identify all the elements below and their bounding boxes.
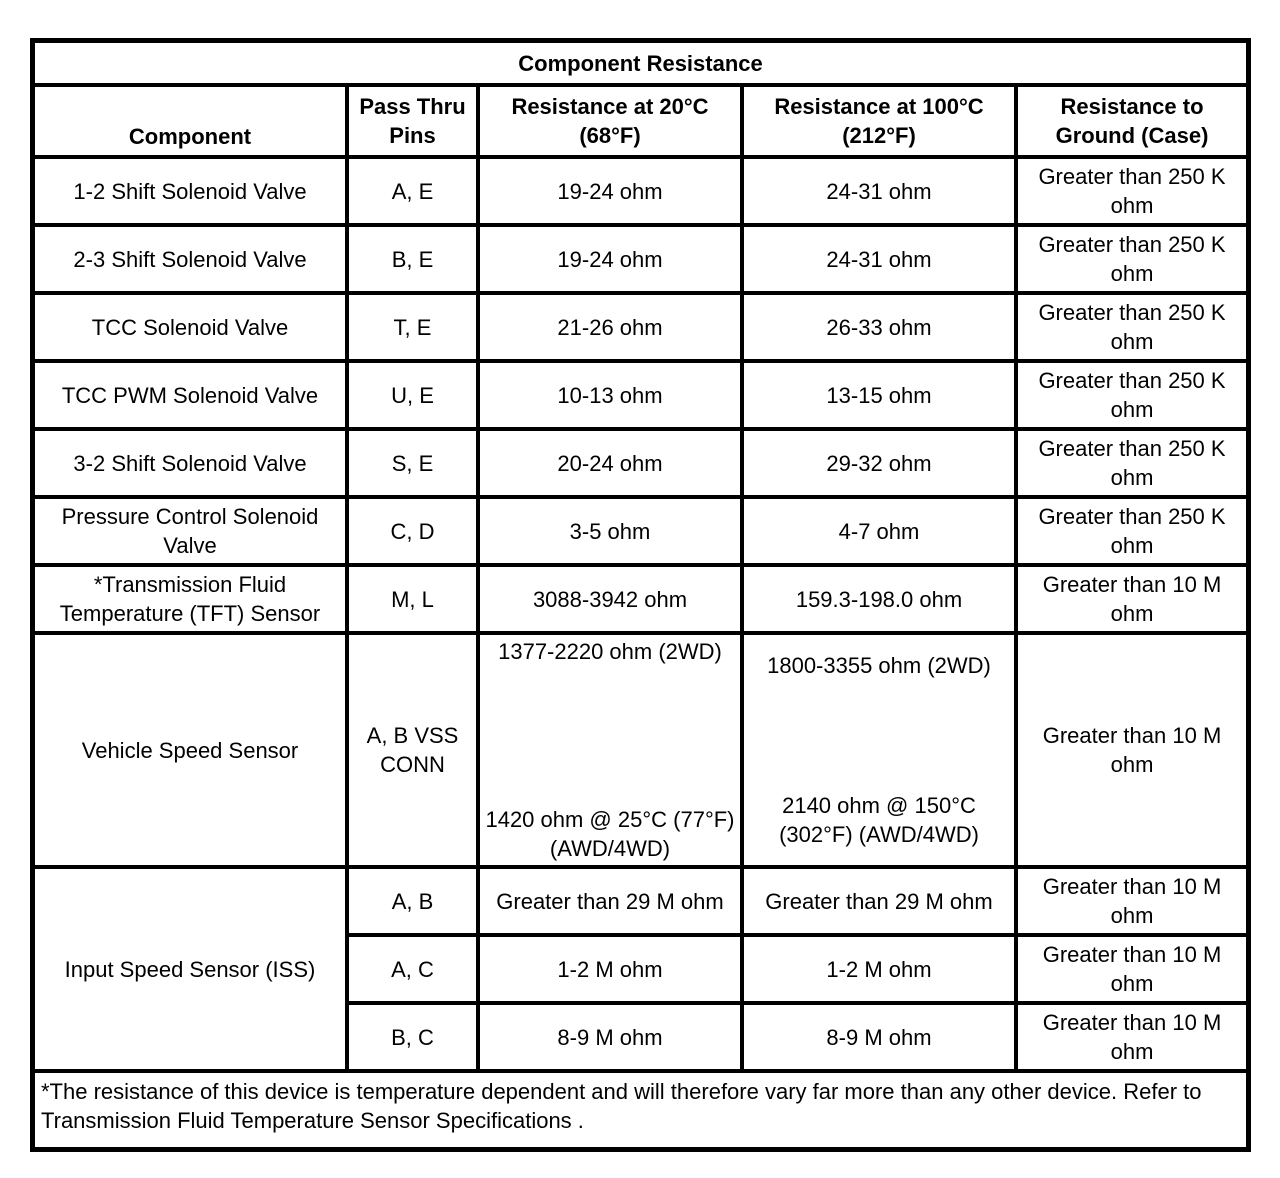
- header-r100: Resistance at 100°C (212°F): [742, 85, 1016, 157]
- cell-r20: 19-24 ohm: [478, 225, 742, 293]
- cell-component: 2-3 Shift Solenoid Valve: [33, 225, 347, 293]
- cell-component: TCC PWM Solenoid Valve: [33, 361, 347, 429]
- table-row: [33, 293, 1248, 361]
- iss-pins: A, C: [347, 935, 478, 1003]
- iss-pins: A, B: [347, 867, 478, 935]
- vss-r20-cell: [478, 633, 742, 867]
- vss-r100-2wd: 1800-3355 ohm (2WD): [767, 653, 991, 678]
- cell-ground: Greater than 250 K ohm: [1016, 225, 1248, 293]
- iss-r100: Greater than 29 M ohm: [742, 867, 1016, 935]
- iss-ground: Greater than 10 M ohm: [1016, 867, 1248, 935]
- table-row: [33, 429, 1248, 497]
- cell-r20: 20-24 ohm: [478, 429, 742, 497]
- cell-component: Pressure Control Solenoid Valve: [33, 497, 347, 565]
- iss-r20: 8-9 M ohm: [478, 1003, 742, 1071]
- cell-r20: 3-5 ohm: [478, 497, 742, 565]
- vss-ground: Greater than 10 M ohm: [1016, 633, 1248, 867]
- cell-component: TCC Solenoid Valve: [33, 293, 347, 361]
- footnote: *The resistance of this device is temperature dependent and will therefore vary far more than any other device. Refer to Transmission Fluid Temperature Sensor Specifications .: [33, 1071, 1248, 1149]
- cell-pins: B, E: [347, 225, 478, 293]
- cell-pins: M, L: [347, 565, 478, 633]
- cell-r100: 24-31 ohm: [742, 157, 1016, 225]
- cell-ground: Greater than 10 M ohm: [1016, 565, 1248, 633]
- cell-r20: 19-24 ohm: [478, 157, 742, 225]
- cell-ground: Greater than 250 K ohm: [1016, 361, 1248, 429]
- cell-ground: Greater than 250 K ohm: [1016, 497, 1248, 565]
- cell-pins: T, E: [347, 293, 478, 361]
- header-component: Component: [33, 85, 347, 157]
- table-row: [33, 157, 1248, 225]
- header-r20: Resistance at 20°C (68°F): [478, 85, 742, 157]
- cell-r20: 3088-3942 ohm: [478, 565, 742, 633]
- cell-r100: 159.3-198.0 ohm: [742, 565, 1016, 633]
- vss-r20-awd: 1420 ohm @ 25°C (77°F) (AWD/4WD): [485, 807, 735, 861]
- cell-r100: 26-33 ohm: [742, 293, 1016, 361]
- iss-r100: 1-2 M ohm: [742, 935, 1016, 1003]
- vss-r100-cell: [742, 633, 1016, 867]
- cell-r20: 21-26 ohm: [478, 293, 742, 361]
- cell-ground: Greater than 250 K ohm: [1016, 429, 1248, 497]
- cell-r100: 24-31 ohm: [742, 225, 1016, 293]
- cell-pins: A, E: [347, 157, 478, 225]
- vss-r20-2wd: 1377-2220 ohm (2WD): [498, 639, 722, 664]
- cell-r100: 29-32 ohm: [742, 429, 1016, 497]
- cell-pins: C, D: [347, 497, 478, 565]
- iss-row: [33, 867, 1248, 935]
- iss-ground: Greater than 10 M ohm: [1016, 1003, 1248, 1071]
- iss-r20: 1-2 M ohm: [478, 935, 742, 1003]
- iss-component: Input Speed Sensor (ISS): [33, 867, 347, 1071]
- cell-r20: 10-13 ohm: [478, 361, 742, 429]
- cell-r100: 13-15 ohm: [742, 361, 1016, 429]
- cell-ground: Greater than 250 K ohm: [1016, 293, 1248, 361]
- table-title: Component Resistance: [33, 41, 1248, 85]
- iss-ground: Greater than 10 M ohm: [1016, 935, 1248, 1003]
- vss-r100-awd: 2140 ohm @ 150°C (302°F) (AWD/4WD): [779, 793, 979, 847]
- vss-row: [33, 633, 1248, 867]
- cell-r100: 4-7 ohm: [742, 497, 1016, 565]
- vss-component: Vehicle Speed Sensor: [33, 633, 347, 867]
- table-row: [33, 497, 1248, 565]
- component-resistance-table: [30, 38, 1251, 1152]
- table-row: [33, 565, 1248, 633]
- header-ground: Resistance to Ground (Case): [1016, 85, 1248, 157]
- cell-ground: Greater than 250 K ohm: [1016, 157, 1248, 225]
- iss-r100: 8-9 M ohm: [742, 1003, 1016, 1071]
- header-pins: Pass Thru Pins: [347, 85, 478, 157]
- cell-pins: S, E: [347, 429, 478, 497]
- iss-r20: Greater than 29 M ohm: [478, 867, 742, 935]
- cell-component: 3-2 Shift Solenoid Valve: [33, 429, 347, 497]
- header-row: [33, 85, 1248, 157]
- table-row: [33, 361, 1248, 429]
- cell-component: *Transmission Fluid Temperature (TFT) Sensor: [33, 565, 347, 633]
- cell-pins: U, E: [347, 361, 478, 429]
- iss-pins: B, C: [347, 1003, 478, 1071]
- cell-component: 1-2 Shift Solenoid Valve: [33, 157, 347, 225]
- table-row: [33, 225, 1248, 293]
- vss-pins: A, B VSS CONN: [347, 633, 478, 867]
